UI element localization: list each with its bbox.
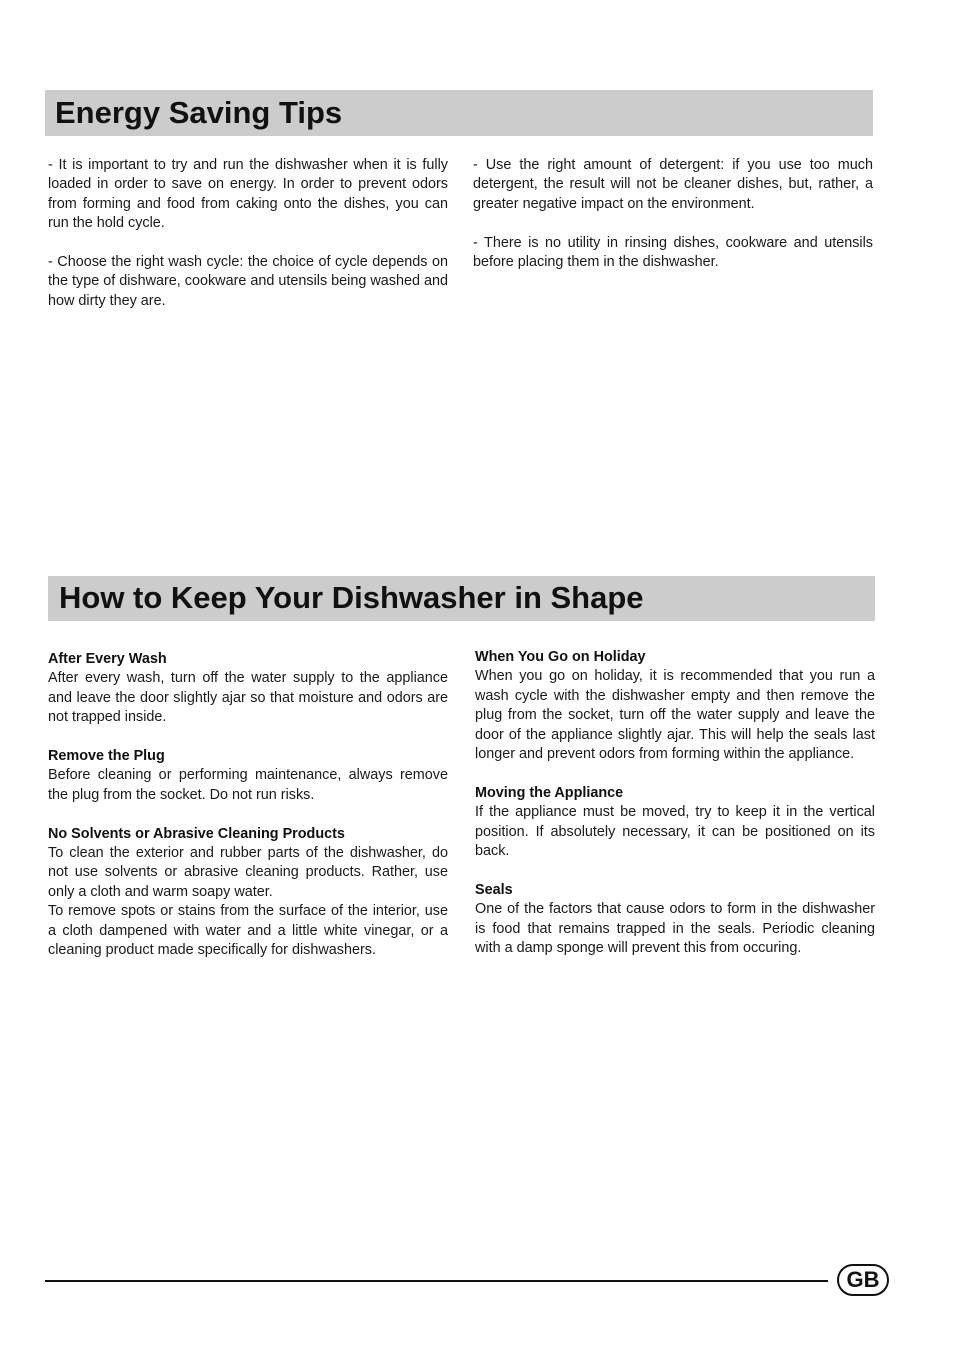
energy-right-column — [473, 156, 873, 272]
energy-tip: - It is important to try and run the dishwasher when it is fully loaded in order to save on energy. In order to prevent odors from forming and food from caking onto the dishes, you can run the hold cycle. — [48, 157, 448, 232]
care-item-text: To remove spots or stains from the surface of the interior, use a cloth dampened with water and a little white vinegar, or a cleaning product made specifically for dishwashers. — [48, 903, 448, 959]
care-item-text: When you go on holiday, it is recommended that you run a wash cycle with the dishwasher empty and then remove the plug from the socket, turn off the water supply and leave the door of the appliance slightly ajar. This will help the seals last longer and prevent odors from forming within the appliance. — [475, 668, 875, 763]
footer-rule — [45, 1280, 828, 1282]
care-item-heading: Remove the Plug — [48, 748, 165, 765]
energy-tip: - Use the right amount of detergent: if you use too much detergent, the result will not be cleaner dishes, but, rather, a greater negative impact on the environment. — [473, 157, 873, 212]
care-item-heading: Moving the Appliance — [475, 784, 624, 801]
care-item — [475, 648, 875, 764]
language-badge: GB — [837, 1264, 889, 1296]
care-item-heading: When You Go on Holiday — [475, 649, 646, 665]
care-item-text: To clean the exterior and rubber parts of the dishwasher, do not use solvents or abrasive cleaning products. Rather, use only a cloth and warm soapy water. — [48, 845, 448, 900]
shape-section-header — [48, 576, 875, 621]
energy-section-title: Energy Saving Tips — [55, 95, 343, 130]
shape-right-column — [475, 648, 875, 978]
care-item — [475, 784, 875, 862]
care-item-text: Before cleaning or performing maintenance, always remove the plug from the socket. Do not run risks. — [48, 767, 448, 803]
shape-section-title: How to Keep Your Dishwasher in Shape — [59, 580, 644, 615]
care-item-text: One of the factors that cause odors to form in the dishwasher is food that remains trapped in the seals. Periodic cleaning with a damp sponge will prevent this from occuring. — [475, 901, 875, 957]
care-item-heading: No Solvents or Abrasive Cleaning Products — [48, 825, 345, 842]
energy-tip: - Choose the right wash cycle: the choice of cycle depends on the type of dishware, cookware and utensils being washed and how dirty they are. — [48, 254, 448, 309]
care-item — [475, 881, 875, 959]
energy-tip: - There is no utility in rinsing dishes, cookware and utensils before placing them in the dishwasher. — [473, 234, 873, 271]
care-item — [48, 650, 448, 728]
care-item-heading: After Every Wash — [48, 651, 167, 667]
care-item — [48, 747, 448, 805]
shape-left-column — [48, 650, 448, 980]
care-item-heading: Seals — [475, 881, 513, 898]
energy-section-header — [45, 90, 873, 136]
care-item — [48, 825, 448, 961]
care-item-text: If the appliance must be moved, try to keep it in the vertical position. If absolutely necessary, it can be positioned on its back. — [475, 804, 875, 860]
energy-left-column — [48, 156, 448, 311]
care-item-text: After every wash, turn off the water supply to the appliance and leave the door slightly ajar so that moisture and odors are not trapped inside. — [48, 670, 448, 726]
